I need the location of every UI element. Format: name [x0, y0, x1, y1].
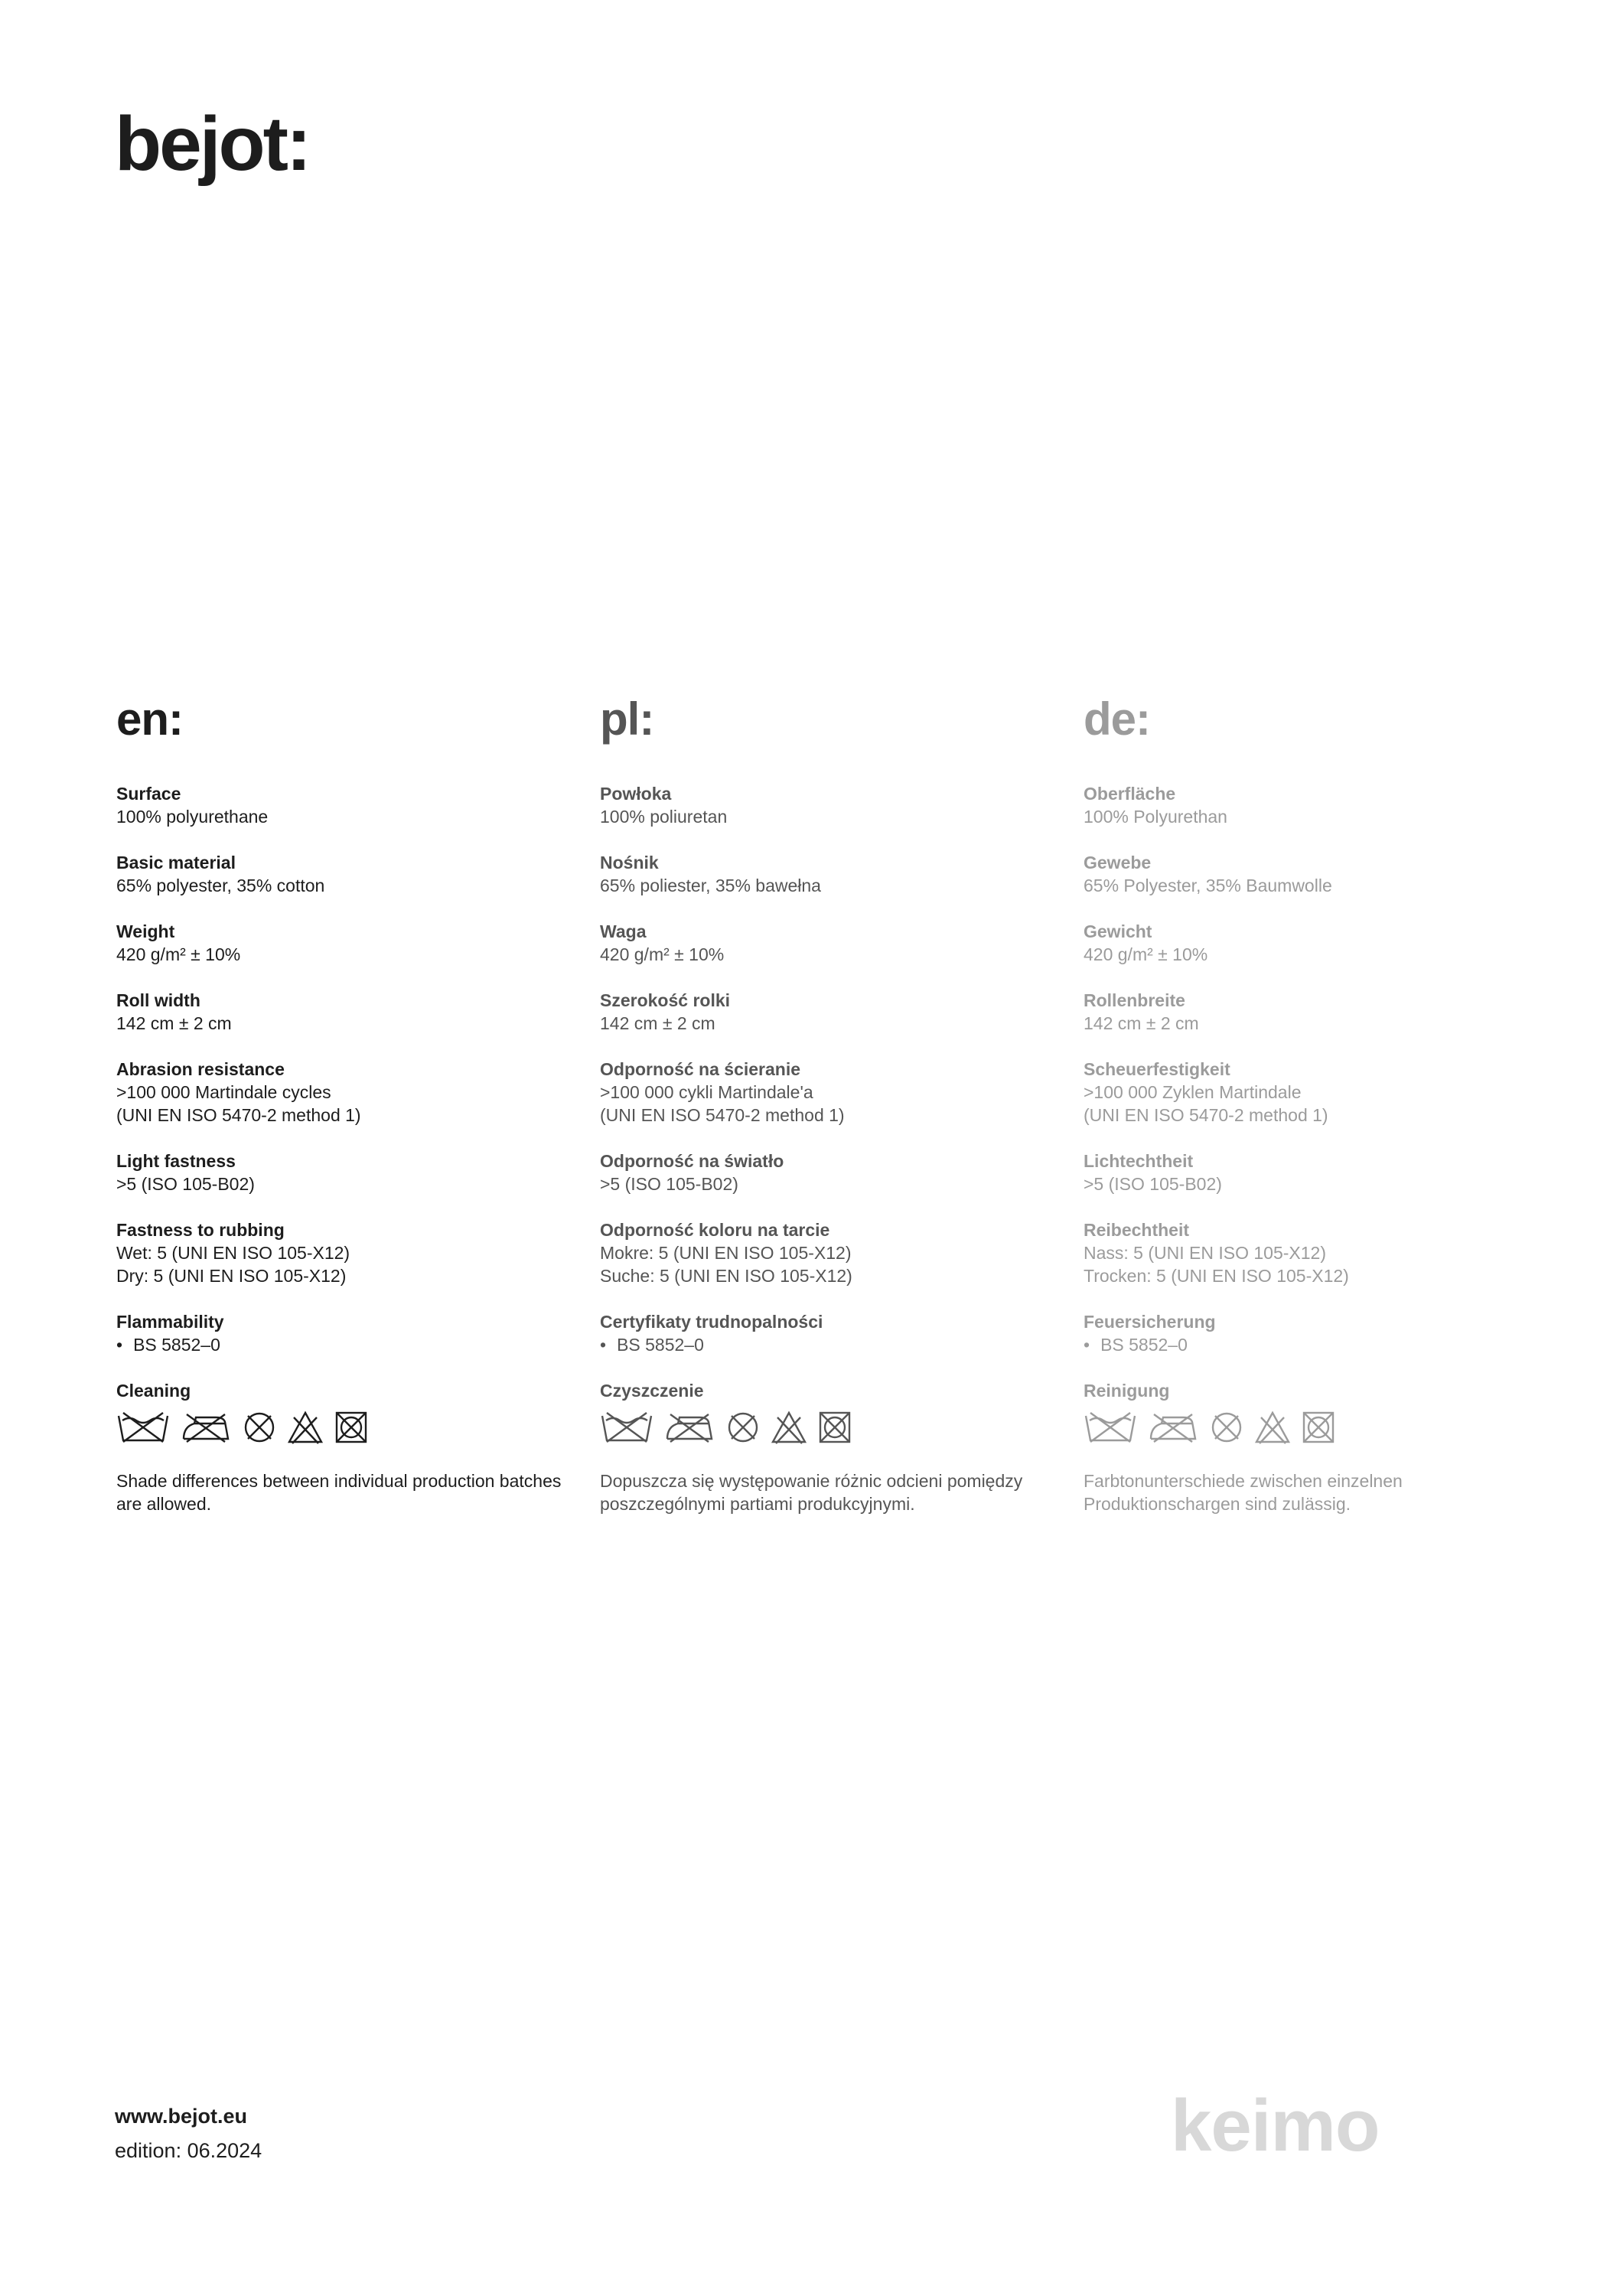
- spec-value: 420 g/m² ± 10%: [116, 944, 241, 964]
- spec-item: [600, 1150, 1059, 1218]
- spec-value: 100% poliuretan: [600, 807, 728, 827]
- do-not-wash-icon: [600, 1410, 653, 1445]
- spec-value: (UNI EN ISO 5470-2 method 1): [600, 1105, 845, 1125]
- edition-text: edition: 06.2024: [115, 2139, 262, 2162]
- cleaning-label: Cleaning: [116, 1381, 191, 1401]
- spec-label: Abrasion resistance: [116, 1059, 285, 1079]
- spec-value: (UNI EN ISO 5470-2 method 1): [116, 1105, 361, 1125]
- do-not-wash-icon: [116, 1410, 170, 1445]
- shade-note: Shade differences between individual production batches are allowed.: [116, 1471, 562, 1514]
- spec-item: [1084, 1218, 1543, 1310]
- spec-item: [600, 851, 1059, 920]
- do-not-bleach-icon: [770, 1410, 808, 1445]
- spec-value: • BS 5852–0: [1084, 1333, 1543, 1356]
- language-heading: en:: [116, 693, 183, 745]
- spec-label: Surface: [116, 784, 181, 804]
- cleaning-section: [1084, 1379, 1543, 1469]
- spec-label: Szerokość rolki: [600, 990, 731, 1010]
- spec-value: 142 cm ± 2 cm: [1084, 1013, 1199, 1033]
- spec-value: >5 (ISO 105-B02): [600, 1174, 738, 1194]
- spec-label: Oberfläche: [1084, 784, 1176, 804]
- cleaning-section: [600, 1379, 1059, 1469]
- cleaning-label: Czyszczenie: [600, 1381, 704, 1401]
- spec-item: [116, 1150, 575, 1218]
- spec-label: Odporność na światło: [600, 1151, 784, 1171]
- spec-item: [600, 989, 1059, 1058]
- spec-value: 65% Polyester, 35% Baumwolle: [1084, 876, 1332, 895]
- spec-value: • BS 5852–0: [600, 1333, 1059, 1356]
- spec-item: [600, 1310, 1059, 1379]
- spec-item: [116, 989, 575, 1058]
- spec-item: [1084, 782, 1543, 851]
- spec-value: 65% poliester, 35% bawełna: [600, 876, 821, 895]
- spec-item: [116, 782, 575, 851]
- care-icons: [116, 1408, 575, 1446]
- spec-item: [1084, 1150, 1543, 1218]
- spec-value: >100 000 Zyklen Martindale: [1084, 1082, 1302, 1102]
- keimo-logo: keimo: [1171, 2085, 1380, 2167]
- spec-value: (UNI EN ISO 5470-2 method 1): [1084, 1105, 1328, 1125]
- do-not-wash-icon: [1084, 1410, 1137, 1445]
- spec-label: Powłoka: [600, 784, 672, 804]
- spec-value: 65% polyester, 35% cotton: [116, 876, 325, 895]
- do-not-iron-icon: [179, 1410, 233, 1445]
- cleaning-section: [116, 1379, 575, 1469]
- do-not-tumble-dry-icon: [334, 1410, 369, 1445]
- spec-value: Dry: 5 (UNI EN ISO 105-X12): [116, 1266, 347, 1286]
- spec-label: Odporność na ścieranie: [600, 1059, 801, 1079]
- spec-label: Waga: [600, 921, 647, 941]
- spec-value: Trocken: 5 (UNI EN ISO 105-X12): [1084, 1266, 1349, 1286]
- do-not-tumble-dry-icon: [1301, 1410, 1336, 1445]
- spec-item: [116, 1310, 575, 1379]
- spec-value: 420 g/m² ± 10%: [600, 944, 725, 964]
- spec-value: • BS 5852–0: [116, 1333, 575, 1356]
- spec-value: 142 cm ± 2 cm: [600, 1013, 715, 1033]
- spec-value: Mokre: 5 (UNI EN ISO 105-X12): [600, 1243, 852, 1263]
- spec-label: Nośnik: [600, 853, 659, 872]
- spec-item: [1084, 1058, 1543, 1150]
- shade-note: Dopuszcza się występowanie różnic odcieni pomiędzy poszczególnymi partiami produkcyjnymi.: [600, 1471, 1023, 1514]
- language-heading: de:: [1084, 693, 1150, 745]
- spec-item: [600, 782, 1059, 851]
- spec-label: Roll width: [116, 990, 200, 1010]
- cleaning-label: Reinigung: [1084, 1381, 1170, 1401]
- spec-value: 100% Polyurethan: [1084, 807, 1227, 827]
- care-icons: [1084, 1408, 1543, 1446]
- spec-label: Scheuerfestigkeit: [1084, 1059, 1230, 1079]
- spec-label: Weight: [116, 921, 175, 941]
- spec-label: Odporność koloru na tarcie: [600, 1220, 830, 1240]
- do-not-dry-clean-icon: [242, 1410, 277, 1445]
- spec-label: Basic material: [116, 853, 236, 872]
- spec-label: Flammability: [116, 1312, 224, 1332]
- spec-item: [116, 1058, 575, 1150]
- spec-value: 100% polyurethane: [116, 807, 269, 827]
- do-not-dry-clean-icon: [1209, 1410, 1244, 1445]
- do-not-bleach-icon: [1253, 1410, 1292, 1445]
- website-link[interactable]: www.bejot.eu: [115, 2105, 248, 2128]
- shade-note: Farbtonunterschiede zwischen einzelnen Produktionschargen sind zulässig.: [1084, 1471, 1403, 1514]
- do-not-iron-icon: [663, 1410, 716, 1445]
- spec-label: Rollenbreite: [1084, 990, 1185, 1010]
- spec-value: Suche: 5 (UNI EN ISO 105-X12): [600, 1266, 852, 1286]
- spec-value: 142 cm ± 2 cm: [116, 1013, 232, 1033]
- spec-item: [116, 851, 575, 920]
- spec-label: Reibechtheit: [1084, 1220, 1190, 1240]
- spec-value: 420 g/m² ± 10%: [1084, 944, 1208, 964]
- column-en: [116, 693, 575, 1515]
- do-not-tumble-dry-icon: [817, 1410, 852, 1445]
- spec-item: [600, 1058, 1059, 1150]
- spec-item: [116, 920, 575, 989]
- spec-item: [1084, 1310, 1543, 1379]
- spec-label: Gewicht: [1084, 921, 1152, 941]
- spec-label: Lichtechtheit: [1084, 1151, 1194, 1171]
- column-pl: [600, 693, 1059, 1515]
- spec-columns: [0, 693, 1623, 1538]
- spec-item: [1084, 989, 1543, 1058]
- do-not-iron-icon: [1146, 1410, 1200, 1445]
- spec-label: Gewebe: [1084, 853, 1152, 872]
- spec-item: [600, 1218, 1059, 1310]
- spec-label: Feuersicherung: [1084, 1312, 1216, 1332]
- spec-item: [116, 1218, 575, 1310]
- language-heading: pl:: [600, 693, 654, 745]
- spec-value: >100 000 cykli Martindale'a: [600, 1082, 813, 1102]
- spec-item: [1084, 920, 1543, 989]
- care-icons: [600, 1408, 1059, 1446]
- spec-label: Certyfikaty trudnopalności: [600, 1312, 823, 1332]
- do-not-dry-clean-icon: [725, 1410, 761, 1445]
- spec-value: Nass: 5 (UNI EN ISO 105-X12): [1084, 1243, 1326, 1263]
- spec-value: >100 000 Martindale cycles: [116, 1082, 331, 1102]
- spec-value: >5 (ISO 105-B02): [1084, 1174, 1222, 1194]
- spec-item: [600, 920, 1059, 989]
- spec-value: Wet: 5 (UNI EN ISO 105-X12): [116, 1243, 350, 1263]
- spec-label: Fastness to rubbing: [116, 1220, 285, 1240]
- spec-value: >5 (ISO 105-B02): [116, 1174, 255, 1194]
- bejot-logo: bejot:: [115, 101, 310, 187]
- do-not-bleach-icon: [286, 1410, 324, 1445]
- spec-label: Light fastness: [116, 1151, 236, 1171]
- column-de: [1084, 693, 1543, 1515]
- spec-item: [1084, 851, 1543, 920]
